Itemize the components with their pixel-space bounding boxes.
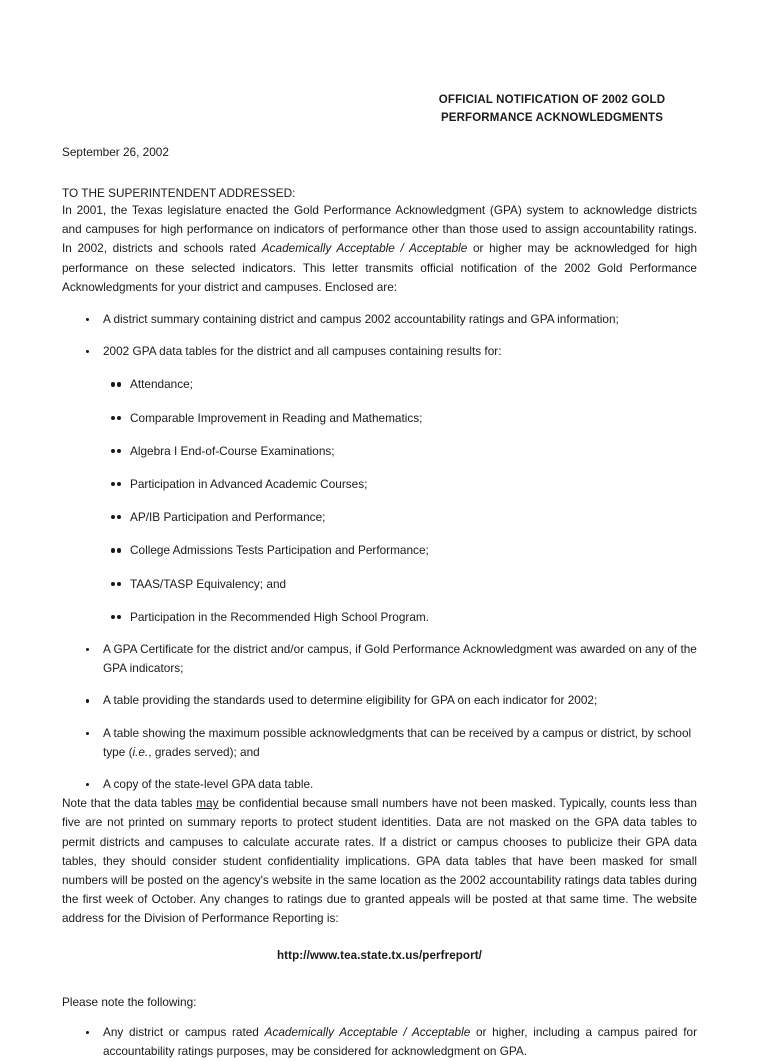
- double-dot-bullet-icon: [111, 548, 122, 553]
- double-dot-bullet-icon: [111, 582, 122, 587]
- header-title-line-1: OFFICIAL NOTIFICATION OF 2002 GOLD: [438, 94, 666, 106]
- enclosed-item-5-text-part-2: , grades served); and: [148, 744, 260, 759]
- list-item: [62, 375, 697, 394]
- final-item-1-text-part-1: Any district or campus rated: [103, 1024, 265, 1039]
- double-dot-bullet-icon: [111, 449, 122, 454]
- list-item: [62, 640, 697, 678]
- enclosed-items-list: [62, 310, 697, 361]
- final-item-1-rating-emphasis: Academically Acceptable / Acceptable: [264, 1024, 471, 1039]
- list-item: [62, 442, 697, 461]
- document-content: [62, 0, 697, 1061]
- double-dot-bullet-icon: [111, 416, 122, 421]
- intro-paragraph: [62, 201, 697, 297]
- sub-item-text: Participation in the Recommended High School Program.: [130, 609, 430, 624]
- enclosed-item-3-text: A GPA Certificate for the district and/or campus, if Gold Performance Acknowledgment was awarded on any of the GPA indicators;: [103, 642, 697, 676]
- list-item: [62, 575, 697, 594]
- gpa-results-sublist: [62, 375, 697, 627]
- enclosed-item-6-text: A copy of the state-level GPA data table.: [103, 777, 314, 792]
- sub-item-text: TAAS/TASP Equivalency; and: [130, 576, 287, 591]
- bullet-dot-icon: [86, 699, 89, 702]
- letter-salutation: TO THE SUPERINTENDENT ADDRESSED:: [62, 186, 296, 200]
- enclosed-items-list-continued: [62, 640, 697, 794]
- list-item: [62, 775, 697, 794]
- list-item: [62, 1023, 697, 1061]
- header-title-line-2: PERFORMANCE ACKNOWLEDGMENTS: [440, 111, 664, 124]
- list-item: [62, 342, 697, 361]
- bullet-dot-icon: [86, 350, 89, 353]
- sub-item-text: Algebra I End-of-Course Examinations;: [130, 443, 335, 458]
- bullet-dot-icon: [86, 318, 89, 321]
- list-item: [62, 508, 697, 527]
- note-text-part-2: be confidential because small numbers have not been masked. Typically, counts less than five are not printed on summary reports to protect student identities. Data are not masked on the GPA data tables to permit districts and campuses to calculate accurate rates. If a district or campus chooses to publicize their GPA data tables, they should consider student confidentiality implications. GPA data tables that have been masked for small numbers will be posted on the agency's website in the same location as the 2002 accountability ratings data tables during the first week of October. Any changes to ratings due to granted appeals will be posted at that same time. The website address for the Division of Performance Reporting is:: [62, 796, 697, 926]
- sub-item-text: College Admissions Tests Participation and Performance;: [130, 543, 429, 558]
- list-item: [62, 608, 697, 627]
- list-item: [62, 409, 697, 428]
- sub-item-text: Attendance;: [130, 377, 193, 392]
- please-note-label: Please note the following:: [62, 994, 197, 1009]
- please-note-list: [62, 1023, 697, 1061]
- enclosed-item-4-text: A table providing the standards used to determine eligibility for GPA on each indicator for 2002;: [103, 693, 598, 708]
- bullet-dot-icon: [86, 1031, 89, 1034]
- list-item: [62, 310, 697, 329]
- sub-item-text: Participation in Advanced Academic Courses;: [130, 477, 368, 492]
- list-item: [62, 475, 697, 494]
- bullet-dot-icon: [86, 783, 89, 786]
- bullet-dot-icon: [86, 732, 89, 735]
- enclosed-item-5-text-part-1: A table showing the maximum possible acknowledgments that can be received by a campus or district, by school type (: [103, 725, 692, 759]
- confidentiality-note-paragraph: [62, 794, 697, 928]
- enclosed-item-5-ie-emphasis: i.e.: [132, 744, 149, 759]
- letter-date: September 26, 2002: [62, 145, 169, 159]
- document-header: [62, 92, 697, 127]
- sub-item-text: AP/IB Participation and Performance;: [130, 510, 326, 525]
- final-item-1-text-part-2: or higher, including a campus paired for accountability ratings purposes, may be considered for acknowledgment on GPA.: [103, 1024, 697, 1058]
- bullet-dot-icon: [86, 648, 89, 651]
- double-dot-bullet-icon: [111, 482, 122, 487]
- list-item: [62, 724, 697, 762]
- double-dot-bullet-icon: [111, 515, 122, 520]
- intro-rating-emphasis: Academically Acceptable / Acceptable: [261, 241, 468, 256]
- double-dot-bullet-icon: [111, 382, 122, 387]
- enclosed-item-1-text: A district summary containing district and campus 2002 accountability ratings and GPA information;: [103, 312, 619, 327]
- note-text-part-1: Note that the data tables: [62, 796, 197, 811]
- website-url[interactable]: http://www.tea.state.tx.us/perfreport/: [277, 948, 482, 962]
- sub-item-text: Comparable Improvement in Reading and Mathematics;: [130, 410, 423, 425]
- intro-text-part-1: In 2001, the Texas legislature enacted the Gold Performance Acknowledgment (GPA) system to acknowledge districts and campuses for high performance on indicators of performance other than those used to assign accountability ratings. In 2002, districts and schools rated: [62, 203, 697, 256]
- note-may-underline: may: [196, 796, 219, 811]
- enclosed-item-2-text: 2002 GPA data tables for the district and all campuses containing results for:: [103, 344, 502, 359]
- gpa-data-table-results-wrapper: [62, 375, 697, 627]
- intro-text-part-2: or higher may be acknowledged for high performance on these selected indicators. This letter transmits official notification of the 2002 Gold Performance Acknowledgments for your district and campuses. Enclosed are:: [62, 241, 697, 294]
- list-item: [62, 691, 697, 710]
- list-item: [62, 541, 697, 560]
- double-dot-bullet-icon: [111, 615, 122, 620]
